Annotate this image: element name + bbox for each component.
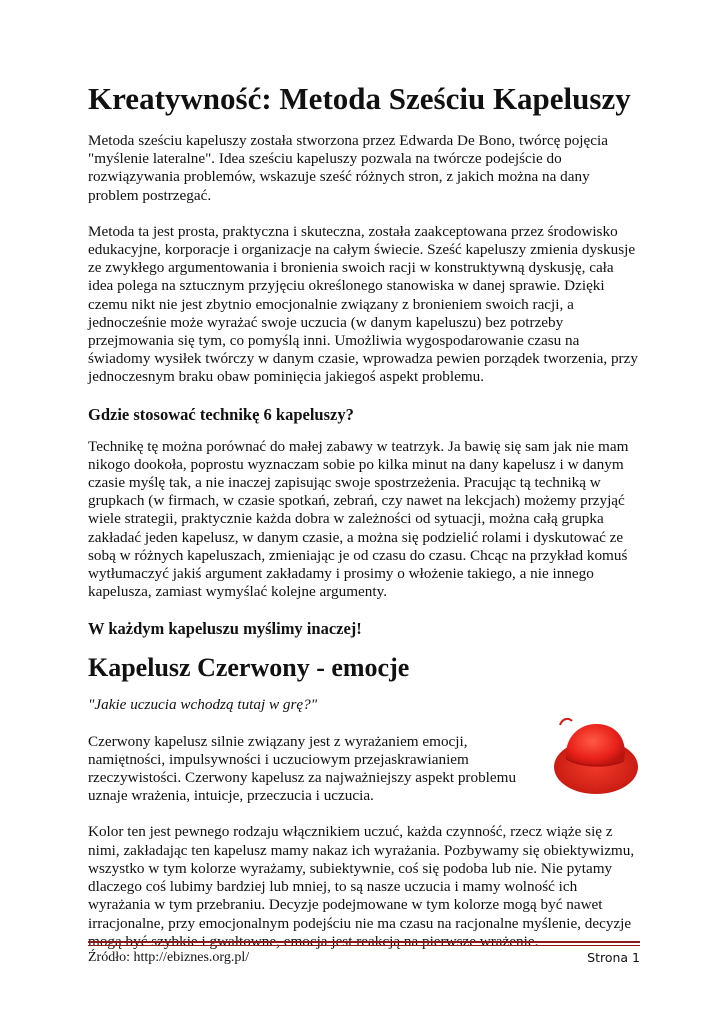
red-hat-quote: "Jakie uczucia wchodzą tutaj w grę?" [88, 696, 318, 714]
document-body [88, 80, 640, 969]
where-heading: Gdzie stosować technikę 6 kapeluszy? [88, 404, 354, 424]
red-hat-section [88, 733, 640, 806]
footer-source: Źródło: http://ebiznes.org.pl/ [88, 950, 250, 965]
page-footer [88, 949, 640, 967]
page-title: Kreatywność: Metoda Sześciu Kapeluszy [88, 81, 631, 116]
think-heading: W każdym kapeluszu myślimy inaczej! [88, 619, 362, 639]
red-hat-paragraph: Czerwony kapelusz silnie związany jest z wyrażaniem emocji, namiętności, impulsywności i uczuciowym przejaskrawianiem rzeczywistości. Czerwony kapelusz za najważniejszy aspekt problemu uznaje wrażenia, intuicje, przeczucia i uczucia. [88, 732, 517, 805]
color-paragraph: Kolor ten jest pewnego rodzaju włącznikiem uczuć, każda czynność, rzecz wiąże się z nimi, zakładając ten kapelusz mamy nakaz ich wyrażania. Pozbywamy się obiektywizmu, wszystko w tym kolorze wyrażamy, subiektywnie, coś się podoba lub nie. Nie pytamy dlaczego coś lubimy bardziej lub mniej, to są nasze uczucia i mamy wolność ich wyrażania w tym przebraniu. Decyzje podejmowane w tym kolorze mogą być nawet irracjonalne, przy emocjonalnym podejściu nie ma czasu na racjonalne myślenie, decyzje mogą być szybkie i gwałtowne, emocja jest reakcją na pierwsze wrażenie. [88, 823, 635, 950]
red-hat-heading: Kapelusz Czerwony - emocje [88, 653, 410, 683]
footer-page-number: Strona 1 [587, 950, 640, 965]
footer-rule-thick [88, 941, 640, 943]
footer-rule-thin [88, 945, 640, 946]
intro-paragraph: Metoda sześciu kapeluszy została stworzona przez Edwarda De Bono, twórcę pojęcia "myślenie lateralne". Idea sześciu kapeluszy pozwala na twórcze podejście do rozwiązywania problemów, wskazuje sześć różnych stron, z jakich można na dany problem postrzegać. [88, 132, 608, 204]
red-hat-icon [546, 715, 642, 797]
method-paragraph: Metoda ta jest prosta, praktyczna i skuteczna, została zaakceptowana przez środowisko edukacyjne, korporacje i organizacje na całym świecie. Sześć kapeluszy zmienia dyskusje ze zwykłego argumentowania i bronienia swoich racji w konstruktywną dyskusję, cała idea polega na sztucznym przyjęciu określonego stanowiska w danej sprawie. Dzięki czemu nikt nie jest zbytnio emocjonalnie związany z bronieniem swoich racji, a jednocześnie może wyrażać swoje uczucia (w danym kapeluszu) bez potrzeby przejmowania się tym, co pomyślą inni. Umożliwia wygospodarowanie czasu na świadomy wysiłek twórczy w danym czasie, wprowadza pewien porządek tworzenia, przy jednoczesnym braku obaw pominięcia jakiegoś aspekt problemu. [88, 222, 638, 386]
usage-paragraph: Technikę tę można porównać do małej zabawy w teatrzyk. Ja bawię się sam jak nie mam nikogo dookoła, poprostu wyznaczam sobie po kilka minut na dany kapelusz i w danym czasie myślę tak, a nie inaczej zapisując swoje spostrzeżenia. Pracując tą techniką w grupkach (w firmach, w czasie spotkań, zebrań, czy nawet na lekcjach) możemy przyjąć wiele strategii, praktycznie każda dobra w zależności od sytuacji, można całą grupka zakładać jeden kapelusz, w danym czasie, a można się podzielić rolami i dyskutować ze sobą w różnych kapeluszach, zmieniając je od czasu do czasu. Chcąc na przykład komuś wytłumaczyć jakiś argument zakładamy i prosimy o włożenie takiego, a nie innego kapelusza, zamiast wymyślać kolejne argumenty. [88, 437, 629, 601]
